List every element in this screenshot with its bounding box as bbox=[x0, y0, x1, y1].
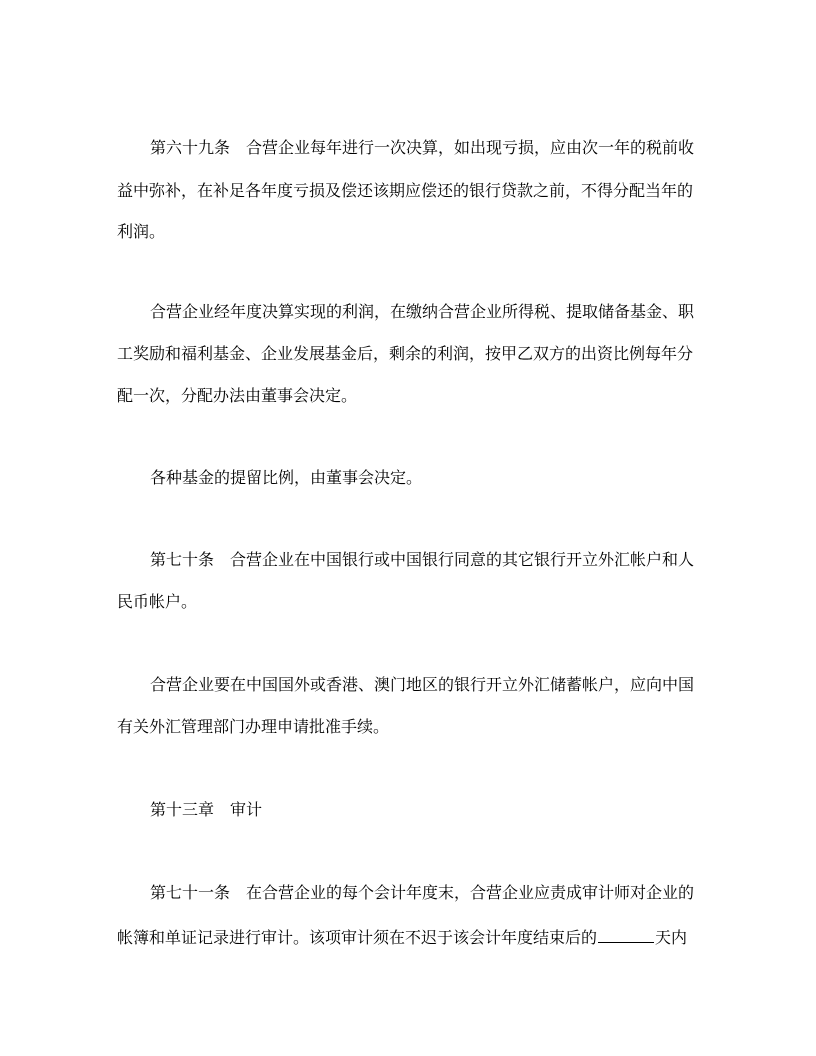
fund-ratio-line: 各种基金的提留比例，由董事会决定。 bbox=[150, 468, 423, 487]
chapter-13-heading: 第十三章 审计 bbox=[150, 800, 263, 819]
profit-distribution-line-2: 工奖励和福利基金、企业发展基金后，剩余的利润，按甲乙双方的出资比例每年分 bbox=[117, 344, 694, 363]
article-70-line-1: 第七十条 合营企业在中国银行或中国银行同意的其它银行开立外汇帐户和人 bbox=[150, 550, 695, 569]
article-71-line-1: 第七十一条 在合营企业的每个会计年度末，合营企业应责成审计师对企业的 bbox=[150, 883, 695, 902]
profit-distribution-line-1: 合营企业经年度决算实现的利润，在缴纳合营企业所得税、提取储备基金、职 bbox=[150, 302, 695, 321]
article-70-line-2: 民币帐户。 bbox=[117, 592, 198, 611]
article-69-line-3: 利润。 bbox=[117, 222, 166, 241]
article-71-line-2 bbox=[117, 926, 687, 948]
fill-in-blank bbox=[598, 926, 654, 943]
foreign-account-line-1: 合营企业要在中国国外或香港、澳门地区的银行开立外汇储蓄帐户，应向中国 bbox=[150, 675, 695, 694]
article-71-line-2-text: 帐簿和单证记录进行审计。该项审计须在不迟于该会计年度结束后的 bbox=[117, 928, 598, 947]
article-69-line-2: 益中弥补，在补足各年度亏损及偿还该期应偿还的银行贷款之前，不得分配当年的 bbox=[117, 181, 694, 200]
article-71-line-2-tail: 天内 bbox=[655, 928, 688, 947]
foreign-account-line-2: 有关外汇管理部门办理申请批准手续。 bbox=[117, 717, 390, 736]
article-69-line-1: 第六十九条 合营企业每年进行一次决算，如出现亏损，应由次一年的税前收 bbox=[150, 138, 695, 157]
profit-distribution-line-3: 配一次，分配办法由董事会决定。 bbox=[117, 386, 358, 405]
